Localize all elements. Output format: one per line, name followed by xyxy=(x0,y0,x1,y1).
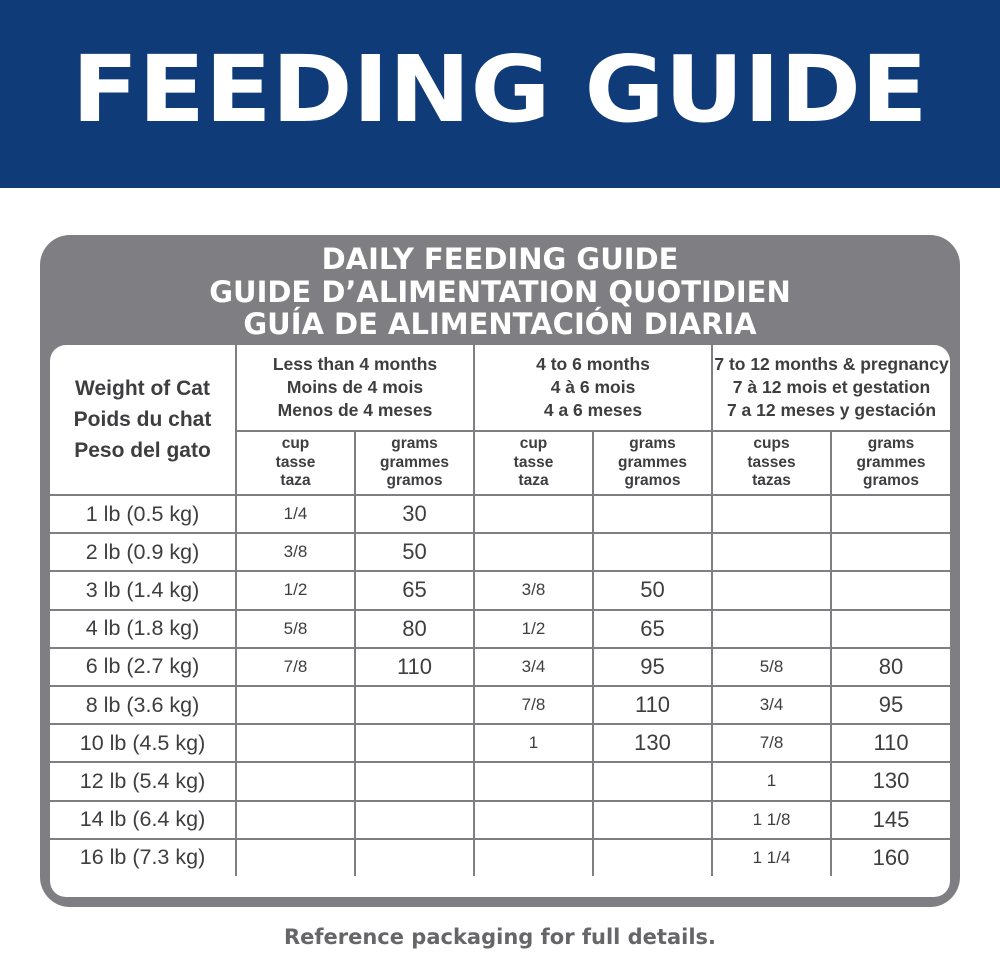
unit-label: grammes xyxy=(618,453,687,471)
under-4-months-grams-cell: 80 xyxy=(355,610,474,648)
under-4-months-grams-cell xyxy=(355,801,474,839)
age-group-header-under-4-months xyxy=(236,345,474,431)
table-row xyxy=(50,801,950,839)
7-to-12-months-grams-cell: 95 xyxy=(831,686,950,724)
under-4-months-cup-cell xyxy=(236,724,355,762)
panel-title-english: DAILY FEEDING GUIDE xyxy=(321,242,679,276)
age-group-header-7-to-12-months xyxy=(712,345,950,431)
unit-label: gramos xyxy=(863,472,920,490)
4-to-6-months-grams-cell xyxy=(593,801,712,839)
age-header-row xyxy=(50,345,950,431)
unit-label: taza xyxy=(518,472,549,490)
header-banner xyxy=(0,0,1000,188)
unit-label: cups xyxy=(753,435,790,453)
4-to-6-months-cup-cell xyxy=(474,801,593,839)
cat-weight-cell: 16 lb (7.3 kg) xyxy=(50,839,236,876)
7-to-12-months-grams-cell: 145 xyxy=(831,801,950,839)
7-to-12-months-grams-cell xyxy=(831,610,950,648)
table-row xyxy=(50,571,950,609)
unit-label: tazas xyxy=(752,472,791,490)
weight-header-french: Poids du chat xyxy=(73,408,212,431)
cat-weight-cell: 14 lb (6.4 kg) xyxy=(50,801,236,839)
unit-label: tasse xyxy=(513,453,554,471)
age-label-english: 4 to 6 months xyxy=(536,354,650,374)
panel-title-spanish: GUÍA DE ALIMENTACIÓN DIARIA xyxy=(243,307,757,341)
under-4-months-cup-cell xyxy=(236,801,355,839)
4-to-6-months-cup-cell xyxy=(474,495,593,533)
7-to-12-months-grams-cell: 80 xyxy=(831,648,950,686)
table-row xyxy=(50,762,950,800)
table-row xyxy=(50,724,950,762)
feeding-table-container xyxy=(50,345,950,897)
unit-header-cup xyxy=(474,431,593,495)
cat-weight-cell: 3 lb (1.4 kg) xyxy=(50,571,236,609)
unit-label: grams xyxy=(629,435,676,453)
under-4-months-cup-cell: 1/4 xyxy=(236,495,355,533)
weight-header-english: Weight of Cat xyxy=(75,377,210,400)
7-to-12-months-cups-cell: 3/4 xyxy=(712,686,831,724)
4-to-6-months-cup-cell: 7/8 xyxy=(474,686,593,724)
unit-label: gramos xyxy=(624,472,681,490)
cat-weight-cell: 1 lb (0.5 kg) xyxy=(50,495,236,533)
7-to-12-months-cups-cell xyxy=(712,571,831,609)
7-to-12-months-cups-cell xyxy=(712,495,831,533)
cat-weight-cell: 8 lb (3.6 kg) xyxy=(50,686,236,724)
weight-header-spanish: Peso del gato xyxy=(74,439,211,462)
7-to-12-months-grams-cell: 160 xyxy=(831,839,950,876)
table-row xyxy=(50,648,950,686)
4-to-6-months-cup-cell: 3/4 xyxy=(474,648,593,686)
7-to-12-months-grams-cell xyxy=(831,533,950,571)
7-to-12-months-cups-cell xyxy=(712,610,831,648)
4-to-6-months-cup-cell xyxy=(474,839,593,876)
4-to-6-months-cup-cell: 1/2 xyxy=(474,610,593,648)
panel-title-french: GUIDE D’ALIMENTATION QUOTIDIEN xyxy=(209,274,791,309)
unit-label: grammes xyxy=(380,453,449,471)
under-4-months-cup-cell: 3/8 xyxy=(236,533,355,571)
unit-label: tasse xyxy=(275,453,316,471)
4-to-6-months-cup-cell xyxy=(474,533,593,571)
table-row xyxy=(50,686,950,724)
4-to-6-months-cup-cell: 1 xyxy=(474,724,593,762)
under-4-months-grams-cell: 30 xyxy=(355,495,474,533)
under-4-months-grams-cell: 65 xyxy=(355,571,474,609)
unit-label: taza xyxy=(280,472,311,490)
unit-header-grams xyxy=(593,431,712,495)
4-to-6-months-grams-cell xyxy=(593,762,712,800)
7-to-12-months-grams-cell xyxy=(831,571,950,609)
4-to-6-months-grams-cell: 50 xyxy=(593,571,712,609)
table-row xyxy=(50,610,950,648)
7-to-12-months-cups-cell: 5/8 xyxy=(712,648,831,686)
7-to-12-months-cups-cell: 1 xyxy=(712,762,831,800)
7-to-12-months-grams-cell: 130 xyxy=(831,762,950,800)
footer-note: Reference packaging for full details. xyxy=(283,925,717,949)
under-4-months-cup-cell: 5/8 xyxy=(236,610,355,648)
unit-header-grams xyxy=(831,431,950,495)
7-to-12-months-cups-cell: 1 1/8 xyxy=(712,801,831,839)
unit-label: grams xyxy=(867,435,915,453)
7-to-12-months-grams-cell xyxy=(831,495,950,533)
age-label-spanish: 4 a 6 meses xyxy=(543,400,643,420)
under-4-months-cup-cell xyxy=(236,839,355,876)
cat-weight-cell: 4 lb (1.8 kg) xyxy=(50,610,236,648)
unit-header-cups xyxy=(712,431,831,495)
7-to-12-months-cups-cell xyxy=(712,533,831,571)
cat-weight-cell: 2 lb (0.9 kg) xyxy=(50,533,236,571)
cat-weight-cell: 12 lb (5.4 kg) xyxy=(50,762,236,800)
under-4-months-cup-cell xyxy=(236,762,355,800)
7-to-12-months-cups-cell: 1 1/4 xyxy=(712,839,831,876)
feeding-table-body xyxy=(50,495,950,876)
4-to-6-months-cup-cell: 3/8 xyxy=(474,571,593,609)
4-to-6-months-grams-cell: 110 xyxy=(593,686,712,724)
unit-header-grams xyxy=(355,431,474,495)
under-4-months-cup-cell xyxy=(236,686,355,724)
7-to-12-months-cups-cell: 7/8 xyxy=(712,724,831,762)
age-label-french: 4 à 6 mois xyxy=(550,377,636,397)
table-row xyxy=(50,495,950,533)
under-4-months-grams-cell: 110 xyxy=(355,648,474,686)
unit-label: cup xyxy=(519,435,548,453)
age-label-english: 7 to 12 months & pregnancy xyxy=(714,354,949,374)
panel-titles xyxy=(40,243,960,341)
under-4-months-grams-cell xyxy=(355,724,474,762)
under-4-months-grams-cell: 50 xyxy=(355,533,474,571)
4-to-6-months-grams-cell: 65 xyxy=(593,610,712,648)
4-to-6-months-grams-cell xyxy=(593,495,712,533)
4-to-6-months-grams-cell: 130 xyxy=(593,724,712,762)
unit-header-cup xyxy=(236,431,355,495)
4-to-6-months-grams-cell: 95 xyxy=(593,648,712,686)
age-label-french: 7 à 12 mois et gestation xyxy=(732,377,931,397)
table-row xyxy=(50,839,950,876)
feeding-guide-panel xyxy=(40,235,960,907)
7-to-12-months-grams-cell: 110 xyxy=(831,724,950,762)
unit-label: tasses xyxy=(747,453,796,471)
unit-label: grams xyxy=(391,435,438,453)
under-4-months-cup-cell: 7/8 xyxy=(236,648,355,686)
4-to-6-months-cup-cell xyxy=(474,762,593,800)
unit-label: gramos xyxy=(386,472,443,490)
page-title: FEEDING GUIDE xyxy=(72,36,928,143)
unit-label: grammes xyxy=(856,453,926,471)
table-row xyxy=(50,533,950,571)
under-4-months-grams-cell xyxy=(355,839,474,876)
age-group-header-4-to-6-months xyxy=(474,345,712,431)
feeding-table xyxy=(50,345,950,876)
unit-label: cup xyxy=(281,435,310,453)
age-label-spanish: Menos de 4 meses xyxy=(277,400,433,420)
under-4-months-grams-cell xyxy=(355,762,474,800)
cat-weight-cell: 6 lb (2.7 kg) xyxy=(50,648,236,686)
4-to-6-months-grams-cell xyxy=(593,839,712,876)
4-to-6-months-grams-cell xyxy=(593,533,712,571)
under-4-months-grams-cell xyxy=(355,686,474,724)
age-label-english: Less than 4 months xyxy=(272,354,438,374)
age-label-spanish: 7 a 12 meses y gestación xyxy=(726,400,937,420)
age-label-french: Moins de 4 mois xyxy=(286,377,424,397)
cat-weight-cell: 10 lb (4.5 kg) xyxy=(50,724,236,762)
under-4-months-cup-cell: 1/2 xyxy=(236,571,355,609)
weight-column-header xyxy=(50,345,236,495)
